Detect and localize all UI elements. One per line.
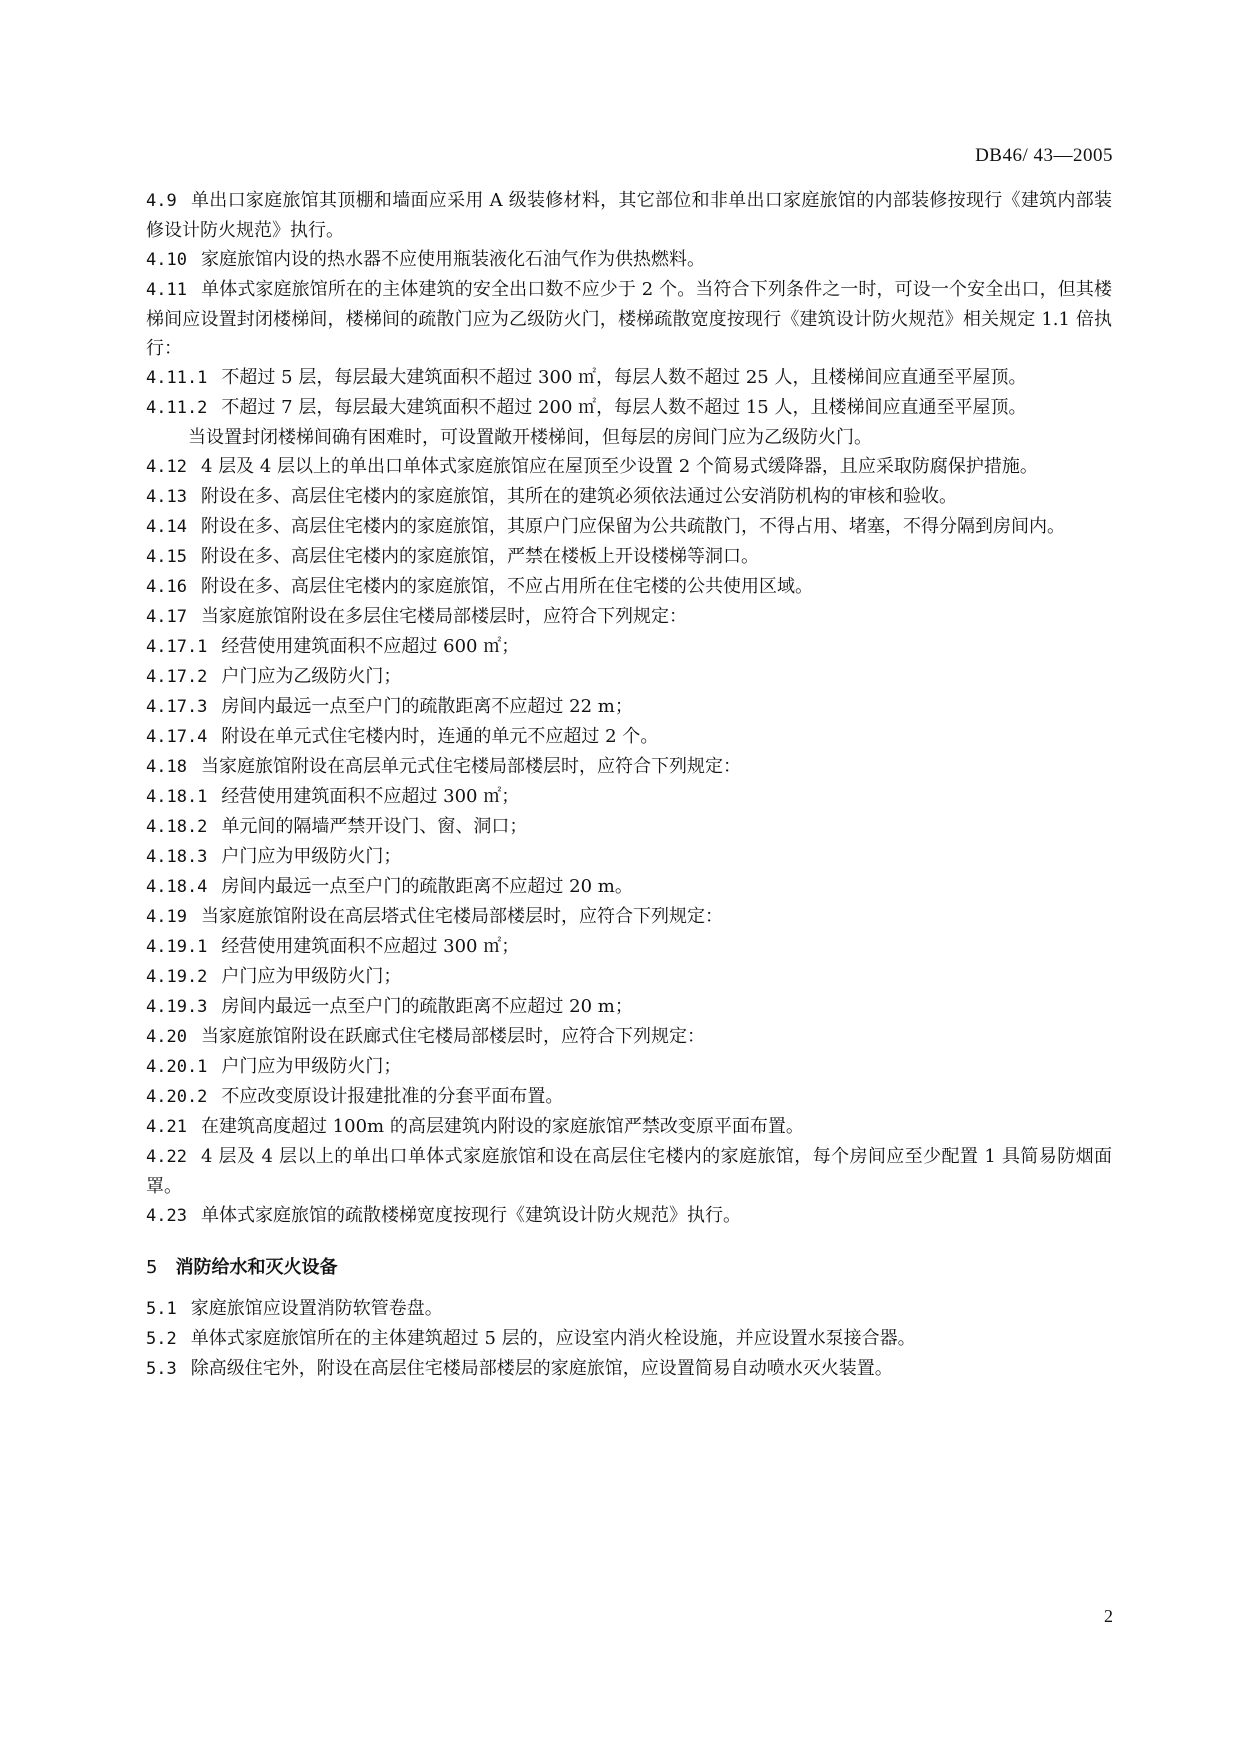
clause-text: 单元间的隔墙严禁开设门、窗、洞口；	[221, 816, 528, 837]
clause-number: 4.18	[146, 757, 187, 777]
page-number: 2	[1104, 1606, 1113, 1626]
clause-text: 户门应为乙级防火门；	[221, 666, 402, 687]
clause-number: 4.11	[146, 280, 187, 300]
clause-number: 4.13	[146, 487, 187, 507]
clause-number: 4.17.4	[146, 727, 208, 747]
clause-text: 房间内最远一点至户门的疏散距离不应超过 20 m；	[221, 996, 633, 1017]
section-heading	[146, 1253, 1112, 1282]
clause-group-c	[146, 1294, 1112, 1384]
clause-text: 附设在多、高层住宅楼内的家庭旅馆，其所在的建筑必须依法通过公安消防机构的审核和验收。	[200, 486, 957, 507]
clause-number: 4.18.3	[146, 847, 208, 867]
clause-number: 5.2	[146, 1329, 177, 1349]
clause-number: 4.18.4	[146, 877, 208, 897]
clause-text: 经营使用建筑面积不应超过 600 ㎡；	[221, 636, 520, 657]
clause-paragraph	[146, 1201, 1112, 1231]
clause-text: 经营使用建筑面积不应超过 300 ㎡；	[221, 786, 520, 807]
clause-paragraph	[146, 812, 1112, 842]
clause-number: 4.21	[146, 1117, 187, 1137]
clause-paragraph	[146, 782, 1112, 812]
clause-number: 4.14	[146, 517, 187, 537]
clause-paragraph	[146, 1082, 1112, 1112]
clause-number: 4.16	[146, 577, 187, 597]
clause-text: 单体式家庭旅馆的疏散楼梯宽度按现行《建筑设计防火规范》执行。	[200, 1205, 741, 1226]
clause-paragraph	[146, 902, 1112, 932]
clause-number: 4.10	[146, 250, 187, 270]
clause-number: 4.19.2	[146, 967, 208, 987]
clause-paragraph	[146, 275, 1112, 363]
clause-number: 4.19	[146, 907, 187, 927]
clause-paragraph	[146, 692, 1112, 722]
clause-number: 4.17	[146, 607, 187, 627]
clause-paragraph	[146, 482, 1112, 512]
clause-paragraph	[146, 452, 1112, 482]
clause-text: 在建筑高度超过 100m 的高层建筑内附设的家庭旅馆严禁改变原平面布置。	[200, 1116, 804, 1137]
clause-paragraph	[146, 1324, 1112, 1354]
clause-paragraph	[146, 1354, 1112, 1384]
clause-text: 经营使用建筑面积不应超过 300 ㎡；	[221, 936, 520, 957]
clause-group-b	[146, 452, 1112, 1231]
clause-number: 4.20.2	[146, 1087, 208, 1107]
clause-paragraph	[146, 572, 1112, 602]
clause-paragraph	[146, 542, 1112, 572]
clause-text: 房间内最远一点至户门的疏散距离不应超过 22 m；	[221, 696, 633, 717]
clause-paragraph	[146, 512, 1112, 542]
clause-paragraph	[146, 842, 1112, 872]
clause-paragraph	[146, 602, 1112, 632]
clause-number: 4.12	[146, 457, 187, 477]
clause-text: 除高级住宅外，附设在高层住宅楼局部楼层的家庭旅馆，应设置简易自动喷水灭火装置。	[190, 1358, 893, 1379]
clause-text: 不超过 7 层，每层最大建筑面积不超过 200 ㎡，每层人数不超过 15 人，且楼梯间应直通至平屋顶。	[221, 397, 1027, 418]
clause-paragraph	[146, 393, 1112, 423]
clause-number: 4.23	[146, 1206, 187, 1226]
clause-paragraph	[146, 932, 1112, 962]
clause-number: 4.19.3	[146, 997, 208, 1017]
section-title: 消防给水和灭火设备	[175, 1257, 338, 1278]
clause-text: 当家庭旅馆附设在高层单元式住宅楼局部楼层时，应符合下列规定：	[200, 756, 741, 777]
clause-paragraph	[146, 1294, 1112, 1324]
clause-text: 附设在单元式住宅楼内时，连通的单元不应超过 2 个。	[221, 726, 659, 747]
clause-group-a	[146, 186, 1112, 423]
clause-text: 户门应为甲级防火门；	[221, 846, 402, 867]
clause-paragraph	[146, 722, 1112, 752]
clause-paragraph	[146, 662, 1112, 692]
clause-number: 4.20.1	[146, 1057, 208, 1077]
clause-text: 家庭旅馆内设的热水器不应使用瓶装液化石油气作为供热燃料。	[200, 249, 705, 270]
document-body	[146, 186, 1112, 1384]
clause-text: 家庭旅馆应设置消防软管卷盘。	[190, 1298, 443, 1319]
clause-paragraph	[146, 992, 1112, 1022]
section-number: 5	[146, 1257, 158, 1278]
clause-paragraph	[146, 363, 1112, 393]
clause-number: 4.19.1	[146, 937, 208, 957]
clause-text: 附设在多、高层住宅楼内的家庭旅馆，严禁在楼板上开设楼梯等洞口。	[200, 546, 759, 567]
clause-text: 不应改变原设计报建批准的分套平面布置。	[221, 1086, 564, 1107]
clause-number: 4.11.1	[146, 368, 208, 388]
clause-number: 4.17.1	[146, 637, 208, 657]
clause-number: 5.1	[146, 1299, 177, 1319]
clause-number: 4.11.2	[146, 398, 208, 418]
clause-number: 4.22	[146, 1147, 187, 1167]
clause-paragraph	[146, 1112, 1112, 1142]
clause-paragraph	[146, 245, 1112, 275]
note-paragraph: 当设置封闭楼梯间确有困难时，可设置敞开楼梯间，但每层的房间门应为乙级防火门。	[188, 427, 872, 448]
clause-text: 房间内最远一点至户门的疏散距离不应超过 20 m。	[221, 876, 633, 897]
clause-text: 附设在多、高层住宅楼内的家庭旅馆，其原户门应保留为公共疏散门，不得占用、堵塞，不得分隔到房间内。	[200, 516, 1065, 537]
clause-paragraph	[146, 632, 1112, 662]
clause-number: 4.17.2	[146, 667, 208, 687]
clause-number: 4.9	[146, 191, 177, 211]
clause-text: 4 层及 4 层以上的单出口单体式家庭旅馆应在屋顶至少设置 2 个简易式缓降器，且应采取防腐保护措施。	[200, 456, 1038, 477]
clause-text: 户门应为甲级防火门；	[221, 966, 402, 987]
clause-paragraph	[146, 1142, 1112, 1201]
clause-text: 当家庭旅馆附设在高层塔式住宅楼局部楼层时，应符合下列规定：	[200, 906, 723, 927]
document-code: DB46/ 43—2005	[975, 145, 1113, 166]
clause-number: 4.18.2	[146, 817, 208, 837]
clause-text: 当家庭旅馆附设在跃廊式住宅楼局部楼层时，应符合下列规定：	[200, 1026, 705, 1047]
clause-text: 附设在多、高层住宅楼内的家庭旅馆，不应占用所在住宅楼的公共使用区域。	[200, 576, 813, 597]
clause-text: 4 层及 4 层以上的单出口单体式家庭旅馆和设在高层住宅楼内的家庭旅馆，每个房间应至少配置 1 具简易防烟面罩。	[146, 1146, 1112, 1197]
clause-text: 不超过 5 层，每层最大建筑面积不超过 300 ㎡，每层人数不超过 25 人，且楼梯间应直通至平屋顶。	[221, 367, 1027, 388]
clause-paragraph	[146, 752, 1112, 782]
clause-number: 4.18.1	[146, 787, 208, 807]
clause-paragraph	[146, 872, 1112, 902]
clause-number: 4.15	[146, 547, 187, 567]
clause-number: 4.17.3	[146, 697, 208, 717]
clause-paragraph	[146, 186, 1112, 245]
clause-text: 单出口家庭旅馆其顶棚和墙面应采用 A 级装修材料，其它部位和非单出口家庭旅馆的内部装修按现行《建筑内部装修设计防火规范》执行。	[146, 190, 1112, 241]
clause-text: 单体式家庭旅馆所在的主体建筑超过 5 层的，应设室内消火栓设施，并应设置水泵接合器。	[190, 1328, 916, 1349]
clause-text: 当家庭旅馆附设在多层住宅楼局部楼层时，应符合下列规定：	[200, 606, 687, 627]
clause-number: 4.20	[146, 1027, 187, 1047]
clause-paragraph	[146, 1052, 1112, 1082]
clause-paragraph	[146, 962, 1112, 992]
clause-number: 5.3	[146, 1359, 177, 1379]
clause-paragraph	[146, 1022, 1112, 1052]
clause-text: 单体式家庭旅馆所在的主体建筑的安全出口数不应少于 2 个。当符合下列条件之一时，可设一个安全出口，但其楼梯间应设置封闭楼梯间，楼梯间的疏散门应为乙级防火门，楼梯疏散宽度按现行《建筑设计防火规范》相关规定 1.1 倍执行：	[146, 279, 1112, 359]
clause-text: 户门应为甲级防火门；	[221, 1056, 402, 1077]
